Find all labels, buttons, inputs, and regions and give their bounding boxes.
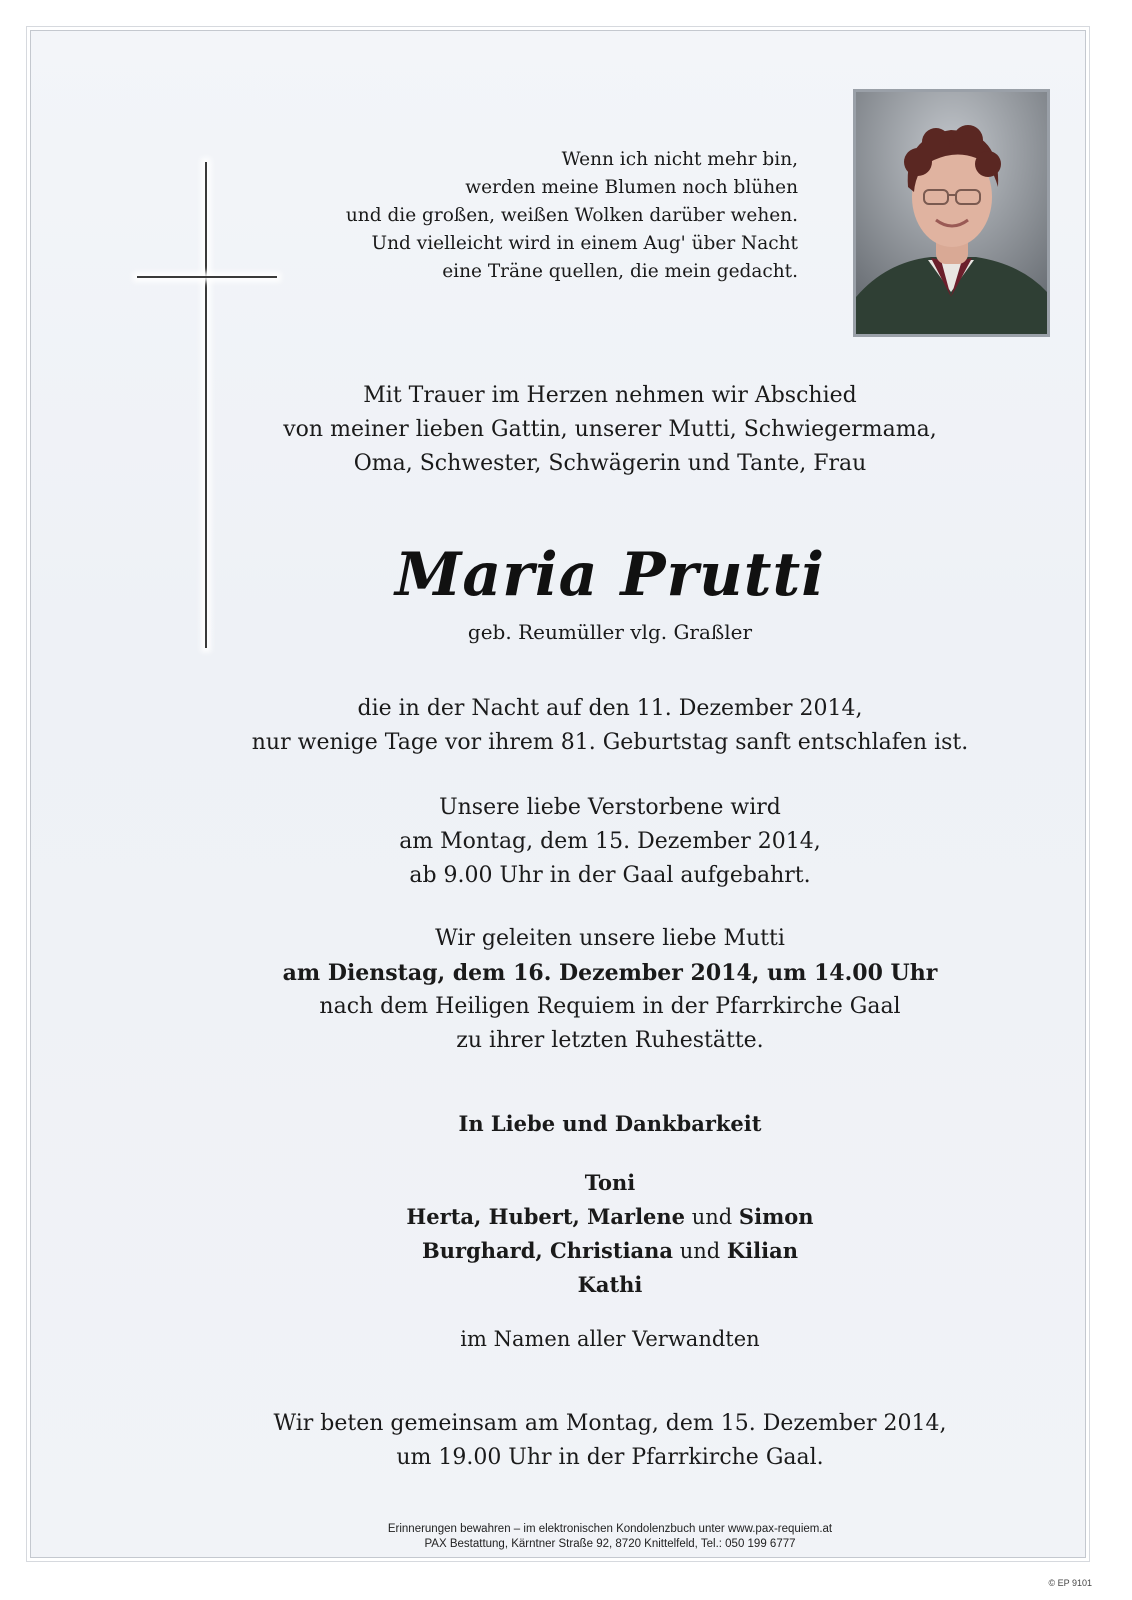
poem-line: werden meine Blumen noch blühen (465, 177, 798, 198)
funeral-info (110, 922, 1110, 1058)
intro-line: von meiner lieben Gattin, unserer Mutti, Schwiegermama, (283, 417, 937, 442)
conjunction: und (691, 1205, 733, 1229)
conjunction: und (679, 1239, 721, 1263)
viewing-line: Unsere liebe Verstorbene wird (439, 795, 781, 820)
portrait-photo (853, 89, 1050, 337)
relatives-line: im Namen aller Verwandten (460, 1327, 760, 1351)
prayer-info (110, 1407, 1110, 1475)
family-member: Simon (738, 1204, 814, 1229)
death-line: nur wenige Tage vor ihrem 81. Geburtstag sanft entschlafen ist. (251, 730, 969, 755)
poem-line: Wenn ich nicht mehr bin, (561, 149, 798, 170)
family-member: Burghard, Christiana (422, 1238, 674, 1263)
thanks-heading: In Liebe und Dankbarkeit (458, 1111, 762, 1136)
viewing-info (110, 791, 1110, 893)
announcement-intro (110, 379, 1110, 481)
poem (278, 146, 798, 286)
funeral-line: zu ihrer letzten Ruhestätte. (456, 1028, 764, 1053)
deceased-name: Maria Prutti (394, 540, 826, 610)
funeral-line: nach dem Heiligen Requiem in der Pfarrkirche Gaal (319, 994, 901, 1019)
poem-line: und die großen, weißen Wolken darüber wehen. (345, 205, 798, 226)
family-member: Kathi (577, 1272, 643, 1297)
death-line: die in der Nacht auf den 11. Dezember 2014, (357, 696, 863, 721)
footer-line: PAX Bestattung, Kärntner Straße 92, 8720 Knittelfeld, Tel.: 050 199 6777 (424, 1538, 796, 1550)
birth-name: geb. Reumüller vlg. Graßler (467, 620, 753, 644)
intro-line: Oma, Schwester, Schwägerin und Tante, Frau (353, 451, 867, 476)
viewing-line: am Montag, dem 15. Dezember 2014, (399, 829, 821, 854)
viewing-line: ab 9.00 Uhr in der Gaal aufgebahrt. (409, 863, 811, 888)
poem-line: eine Träne quellen, die mein gedacht. (442, 261, 798, 282)
funeral-date: am Dienstag, dem 16. Dezember 2014, um 14.00 Uhr (282, 960, 938, 986)
poem-line: Und vielleicht wird in einem Aug' über Nacht (371, 233, 798, 254)
death-notice (110, 692, 1110, 760)
family-member: Kilian (726, 1238, 798, 1263)
prayer-line: Wir beten gemeinsam am Montag, dem 15. Dezember 2014, (273, 1411, 947, 1436)
family-list (110, 1166, 1110, 1302)
prayer-line: um 19.00 Uhr in der Pfarrkirche Gaal. (396, 1445, 824, 1470)
family-member: Herta, Hubert, Marlene (406, 1204, 686, 1229)
intro-line: Mit Trauer im Herzen nehmen wir Abschied (363, 383, 857, 408)
family-member: Toni (584, 1170, 636, 1195)
cross-icon-bar (137, 276, 277, 278)
footer (110, 1522, 1110, 1552)
funeral-line: Wir geleiten unsere liebe Mutti (435, 926, 785, 951)
template-code: © EP 9101 (1048, 1578, 1092, 1588)
footer-line: Erinnerungen bewahren – im elektronischen Kondolenzbuch unter www.pax-requiem.at (387, 1523, 833, 1535)
